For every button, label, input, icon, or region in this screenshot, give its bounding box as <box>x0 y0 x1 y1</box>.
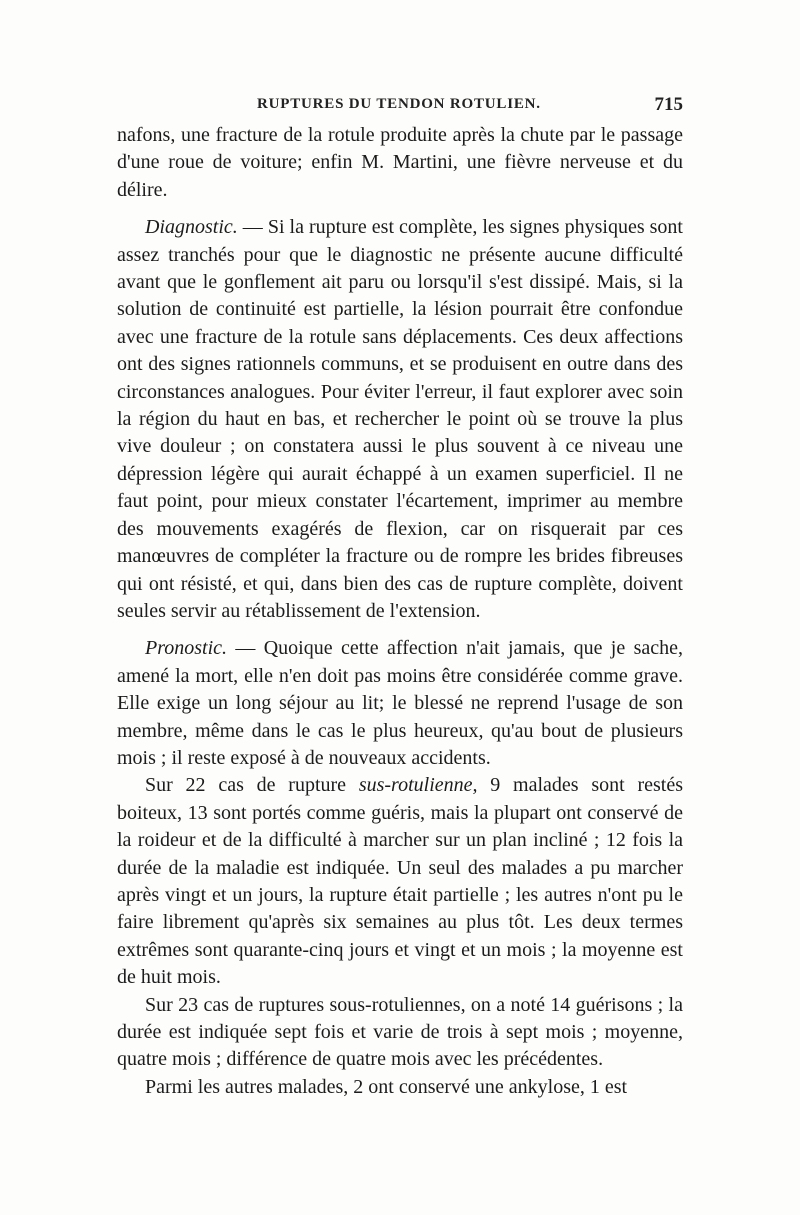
paragraph-pronostic <box>117 635 683 772</box>
running-header <box>117 96 683 124</box>
paragraph-text: — Si la rupture est complète, les signes physiques sont assez tranchés pour que le diagnostic ne présente aucune difficulté avant que le gonflement ait paru ou lorsqu'il s'est dissipé. Mais, si la solution de continuité est partielle, la lésion pourrait être confondue avec une fracture de la rotule sans déplacements. Ces deux affections ont des signes rationnels communs, et se produisent en outre dans des circonstances analogues. Pour éviter l'erreur, il faut explorer avec soin la région du haut en bas, et rechercher le point où se trouve la plus vive douleur ; on constatera aussi le plus souvent à ce niveau une dépression légère qui aurait échappé à un examen superficiel. Il ne faut point, pour mieux constater l'écartement, imprimer au membre des mouvements exagérés de flexion, car on risquerait par ces manœuvres de compléter la fracture ou de rompre les brides fibreuses qui ont résisté, et qui, dans bien des cas de rupture complète, doivent seules servir au rétablissement de l'extension. <box>117 216 683 622</box>
paragraph-text: 9 malades sont restés boiteux, 13 sont portés comme guéris, mais la plupart ont conservé de la roideur et de la difficulté à marcher sur un plan incliné ; 12 fois la durée de la maladie est indiquée. Un seul des malades a pu marcher après vingt et un jours, la rupture était partielle ; les autres n'ont pu le faire librement qu'après six semaines au plus tôt. Les deux termes extrêmes sont quarante-cinq jours et vingt et un mois ; la moyenne est de huit mois. <box>117 774 684 989</box>
body-text <box>117 122 683 1101</box>
paragraph-sous-rotuliennes <box>117 992 683 1074</box>
paragraph-text: nafons, une fracture de la rotule produite après la chute par le passage d'une roue de voiture; enfin M. Martini, une fièvre nerveuse et du délire. <box>117 124 683 201</box>
emphasis-term: sus-rotulienne, <box>358 774 478 797</box>
page-number: 715 <box>654 94 683 115</box>
paragraph-text: — Quoique cette affection n'ait jamais, que je sache, amené la mort, elle n'en doit pas moins être considérée comme grave. Elle exige un long séjour au lit; le blessé ne reprend l'usage de son membre, même dans le cas le plus heureux, qu'au bout de plusieurs mois ; il reste exposé à de nouveaux accidents. <box>117 637 683 769</box>
section-heading-pronostic: Pronostic. <box>145 637 228 660</box>
paragraph-continuation <box>117 122 683 204</box>
paragraph-text: Parmi les autres malades, 2 ont conservé une ankylose, 1 est <box>145 1075 628 1098</box>
section-heading-diagnostic: Diagnostic. <box>145 216 238 239</box>
paragraph-lead: Sur 22 cas de rupture <box>145 774 359 797</box>
paragraph-text: Sur 23 cas de ruptures sous-rotuliennes, on a noté 14 guérisons ; la durée est indiquée sept fois et varie de trois à sept mois ; moyenne, quatre mois ; différence de quatre mois avec les précédentes. <box>117 993 683 1071</box>
running-title: RUPTURES DU TENDON ROTULIEN. <box>257 96 541 112</box>
paragraph-diagnostic <box>117 214 683 625</box>
paragraph-sus-rotulienne <box>117 772 683 991</box>
paragraph-autres-malades <box>117 1074 683 1101</box>
